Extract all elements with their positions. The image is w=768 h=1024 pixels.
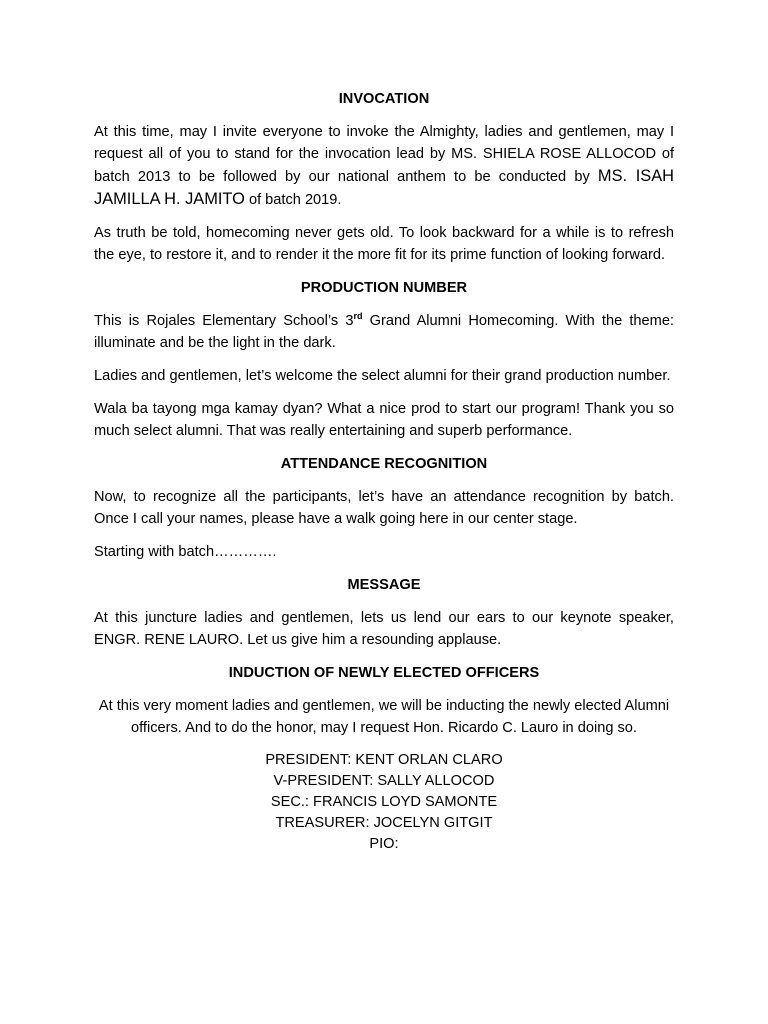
invocation-paragraph-1 (94, 121, 674, 211)
production-superscript: rd (353, 311, 363, 321)
officer-president: PRESIDENT: KENT ORLAN CLARO (265, 752, 503, 768)
production-text-b: Grand Alumni Homecoming. With the theme: illuminate and be the light in the dark. (94, 313, 674, 351)
invocation-text-name: MS. ISAH JAMILLA H. JAMITO (94, 167, 674, 208)
production-paragraph-3: Wala ba tayong mga kamay dyan? What a nice prod to start our program! Thank you so much select alumni. That was really entertaining and superb performance. (94, 401, 674, 439)
induction-heading: INDUCTION OF NEWLY ELECTED OFFICERS (228, 665, 540, 681)
officer-vice-president: V-PRESIDENT: SALLY ALLOCOD (273, 773, 495, 789)
message-paragraph-1: At this juncture ladies and gentlemen, lets us lend our ears to our keynote speaker, ENGR. RENE LAURO. Let us give him a resounding applause. (94, 610, 674, 648)
message-section (94, 574, 674, 651)
attendance-paragraph-2: Starting with batch…………. (94, 544, 277, 560)
induction-section (94, 662, 674, 855)
attendance-section (94, 453, 674, 563)
production-heading: PRODUCTION NUMBER (300, 280, 468, 296)
production-paragraph-2: Ladies and gentlemen, let’s welcome the select alumni for their grand production number. (94, 368, 671, 384)
officer-treasurer: TREASURER: JOCELYN GITGIT (275, 815, 493, 831)
induction-paragraph-1: At this very moment ladies and gentlemen, we will be inducting the newly elected Alumni officers. And to do the honor, may I request Hon. Ricardo C. Lauro in doing so. (98, 698, 670, 736)
attendance-heading: ATTENDANCE RECOGNITION (280, 456, 488, 472)
officer-pio: PIO: (369, 836, 399, 852)
attendance-paragraph-1: Now, to recognize all the participants, let’s have an attendance recognition by batch. Once I call your names, please have a walk going here in our center stage. (94, 489, 674, 527)
invocation-text-c: of batch 2019. (244, 192, 342, 208)
production-text-a: This is Rojales Elementary School’s 3 (94, 313, 354, 329)
message-heading: MESSAGE (347, 577, 421, 593)
invocation-heading: INVOCATION (338, 91, 430, 107)
production-paragraph-1 (94, 310, 674, 354)
invocation-section (94, 88, 674, 266)
officers-list (94, 750, 674, 855)
officer-secretary: SEC.: FRANCIS LOYD SAMONTE (270, 794, 498, 810)
invocation-text-a: At this time, may I invite everyone to invoke the Almighty, ladies and gentlemen, may I request all of you to stand for the invocation lead by MS. SHIELA ROSE ALLOCOD of batch 2013 to be followed by our national anthem to be conducted by (94, 124, 674, 185)
invocation-paragraph-2: As truth be told, homecoming never gets old. To look backward for a while is to refresh the eye, to restore it, and to render it the more fit for its prime function of looking forward. (94, 225, 674, 263)
production-section (94, 277, 674, 442)
